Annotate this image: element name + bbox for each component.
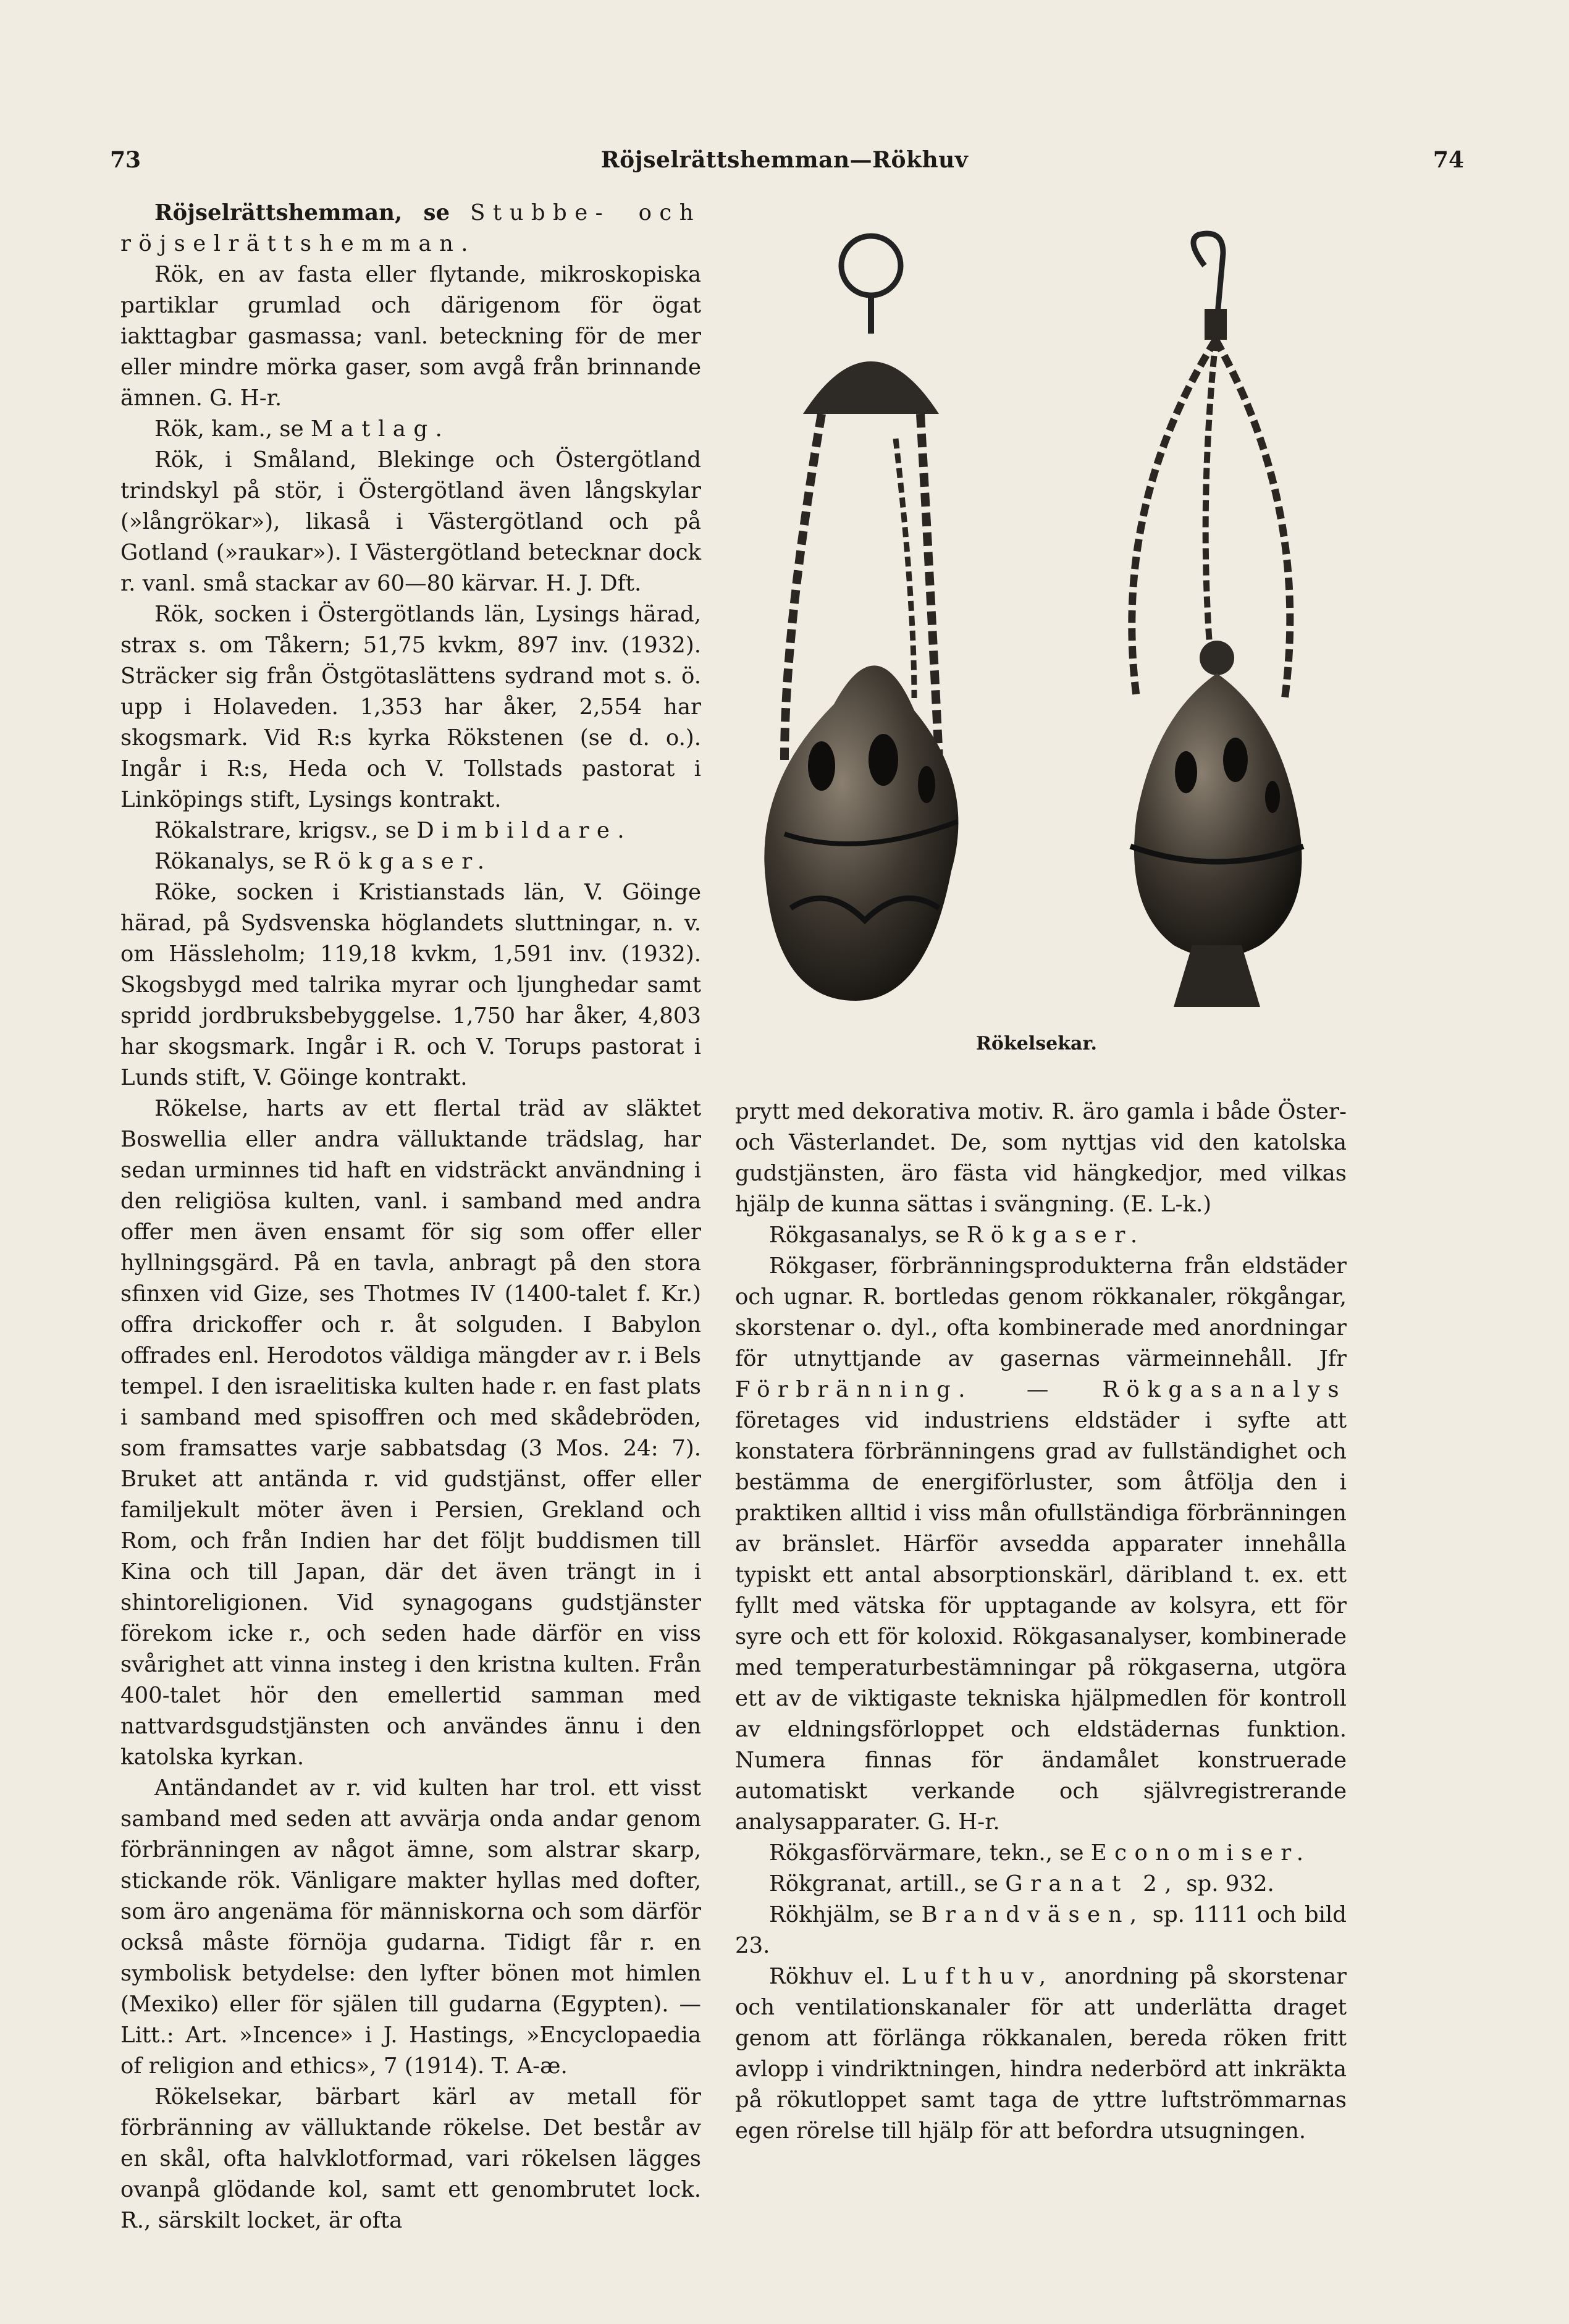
entry-rokelse-2: Antändandet av r. vid kulten har trol. ett visst samband med seden att avvärja onda andar genom förbränningen av något ämne, som alstrar skarp, stickande rök. Vänligare makter hyllas med dofter, som äro angenäma för människorna och som därför också måste förnöja gudarna. Tidigt får r. en symbolisk betydelse: den lyfter bönen mot himlen (Mexiko) eller för själen till gudarna (Egypten). — Litt.: Art. »Incence» i J. Hastings, »Encyclopaedia of religion and ethics», 7 (1914). T. A-æ. bbox=[120, 1775, 701, 2079]
entry-rojselrattshemman: Röjselrättshemman, se Stubbe- och röjselrättshemman. bbox=[120, 200, 701, 256]
running-head: Röjselrättshemman—Rökhuv bbox=[600, 147, 969, 173]
entry-rok-2: Rök, i Småland, Blekinge och Östergötland trindskyl på stör, i Östergötland även långskylar (»långrökar»), likaså i Västergötland och på Gotland (»raukar»). I Västergötland betecknar dock r. vanl. små stackar av 60—80 kärvar. H. J. Dft. bbox=[120, 447, 701, 596]
page-number-right: 74 bbox=[1432, 147, 1464, 173]
entry-rokelse: Rökelse, harts av ett flertal träd av släktet Boswellia eller andra välluktande trädslag, har sedan urminnes tid haft en vidsträckt användning i den religiösa kulten, vanl. i samband med andra offer men även ensamt för sig som offer eller hyllningsgärd. På en tavla, anbragt på den stora sfinxen vid Gize, ses Thotmes IV (1400-talet f. Kr.) offra drickoffer och r. åt solguden. I Babylon offrades enl. Herodotos väldiga mängder av r. i Bels tempel. I den israelitiska kulten hade r. en fast plats i samband med spisoffren och med skådebröden, som framsattes varje sabbatsdag (3 Mos. 24: 7). Bruket att antända r. vid gudstjänst, offer eller familjekult möter även i Persien, Grekland och Rom, och från Indien har det följt buddismen till Kina och till Japan, där det även trängt in i shintoreligionen. Vid synagogans gudstjänster förekom icke r., och seden hade därför en viss svårighet att vinna insteg i den kristna kulten. Från 400-talet hör den emellertid samman med nattvardsgudstjänsten och användes ännu i den katolska kyrkan. bbox=[120, 1096, 701, 1770]
entry-rokhuv: Rökhuv el. Lufthuv, anordning på skorstenar och ventilationskanaler för att underlätta draget genom att förlänga rökkanalen, bereda röken fritt avlopp i vindriktningen, hindra nederbörd att inkräkta på rökutloppet samt taga de yttre luftströmmarnas egen rörelse till hjälp för att befordra utsugningen. bbox=[735, 1964, 1347, 2144]
censer-right bbox=[1130, 234, 1303, 1007]
page-number-left: 73 bbox=[110, 147, 141, 173]
entry-rokgranat: Rökgranat, artill., se Granat 2, sp. 932. bbox=[769, 1871, 1274, 1897]
censer-illustration bbox=[729, 229, 1359, 1056]
page-header bbox=[105, 147, 1464, 190]
entry-rokanalys: Rökanalys, se Rökgaser. bbox=[154, 849, 492, 874]
entry-rokgasanalys: Rökgasanalys, se Rökgaser. bbox=[769, 1223, 1145, 1248]
entry-roke: Röke, socken i Kristianstads län, V. Göinge härad, på Sydsvenska höglandets sluttningar, n. v. om Hässleholm; 119,18 kvkm, 1,591 inv. (1932). Skogsbygd med talrika myrar och ljunghedar samt spridd jordbruksbebyggelse. 1,750 har åker, 4,803 har skogsmark. Ingår i R. och V. Torups pastorat i Lunds stift, V. Göinge kontrakt. bbox=[120, 880, 701, 1090]
entry-rokgaser: Rökgaser, förbränningsprodukterna från eldstäder och ugnar. R. bortledas genom rökkanaler, rökgångar, skorstenar o. dyl., ofta kombinerade med anordningar för utnyttjande av gasernas värmeinnehåll. Jfr Förbränning. — Rökgasanalys företages vid industriens eldstäder i syfte att konstatera förbränningens grad av fullständighet och bestämma de energiförluster, som åtfölja den i praktiken alltid i viss mån ofullständiga förbränningen av bränslet. Härför avsedda apparater innehålla typiskt ett antal absorptionskärl, däribland t. ex. ett fyllt med vätska för upptagande av kolsyra, ett för syre och ett för koloxid. Rökgasanalyser, kombinerade med temperaturbestämningar på rökgaserna, utgöra ett av de viktigaste tekniska hjälpmedlen för kontroll av eldningsförloppet och eldstädernas funktion. Numera finnas för ändamålet konstruerade automatiskt verkande och självregistrerande analysapparater. G. H-r. bbox=[735, 1253, 1347, 1835]
entry-rok-socken: Rök, socken i Östergötlands län, Lysings härad, strax s. om Tåkern; 51,75 kvkm, 897 inv. (1932). Sträcker sig från Östgötaslättens sydrand mot s. ö. upp i Holaveden. 1,353 har åker, 2,554 har skogsmark. Vid R:s kyrka Rökstenen (se d. o.). Ingår i R:s, Heda och V. Tollstads pastorat i Linköpings stift, Lysings kontrakt. bbox=[120, 602, 701, 812]
censer-left bbox=[764, 236, 958, 1001]
entry-rok-kam: Rök, kam., se Matlag. bbox=[154, 416, 450, 442]
figure-caption: Rökelsekar. bbox=[976, 1033, 1097, 1055]
entry-rokhjalm: Rökhjälm, se Brandväsen, sp. 1111 och bild 23. bbox=[735, 1902, 1347, 1958]
column-right bbox=[735, 1097, 1347, 2147]
entry-rokalstrare: Rökalstrare, krigsv., se Dimbildare. bbox=[154, 818, 633, 843]
entry-rokelsekar-cont: prytt med dekorativa motiv. R. äro gamla i både Öster- och Västerlandet. De, som nyttjas vid den katolska gudstjänsten, äro fästa vid hängkedjor, med vilkas hjälp de kunna sättas i svängning. (E. L-k.) bbox=[735, 1099, 1347, 1217]
entry-rokelsekar: Rökelsekar, bärbart kärl av metall för förbränning av välluktande rökelse. Det består av en skål, ofta halvklotformad, vari rökelsen lägges ovanpå glödande kol, samt ett genombrutet lock. R., särskilt locket, är ofta bbox=[120, 2084, 701, 2233]
entry-rokgasforvarmare: Rökgasförvärmare, tekn., se Economiser. bbox=[769, 1840, 1311, 1866]
entry-rok-1: Rök, en av fasta eller flytande, mikroskopiska partiklar grumlad och därigenom för ögat iakttagbar gasmassa; vanl. beteckning för de mer eller mindre mörka gaser, som avgå från brinnande ämnen. G. H-r. bbox=[120, 262, 701, 411]
figure-rokelsekar bbox=[729, 229, 1359, 1056]
column-left bbox=[120, 198, 701, 2236]
